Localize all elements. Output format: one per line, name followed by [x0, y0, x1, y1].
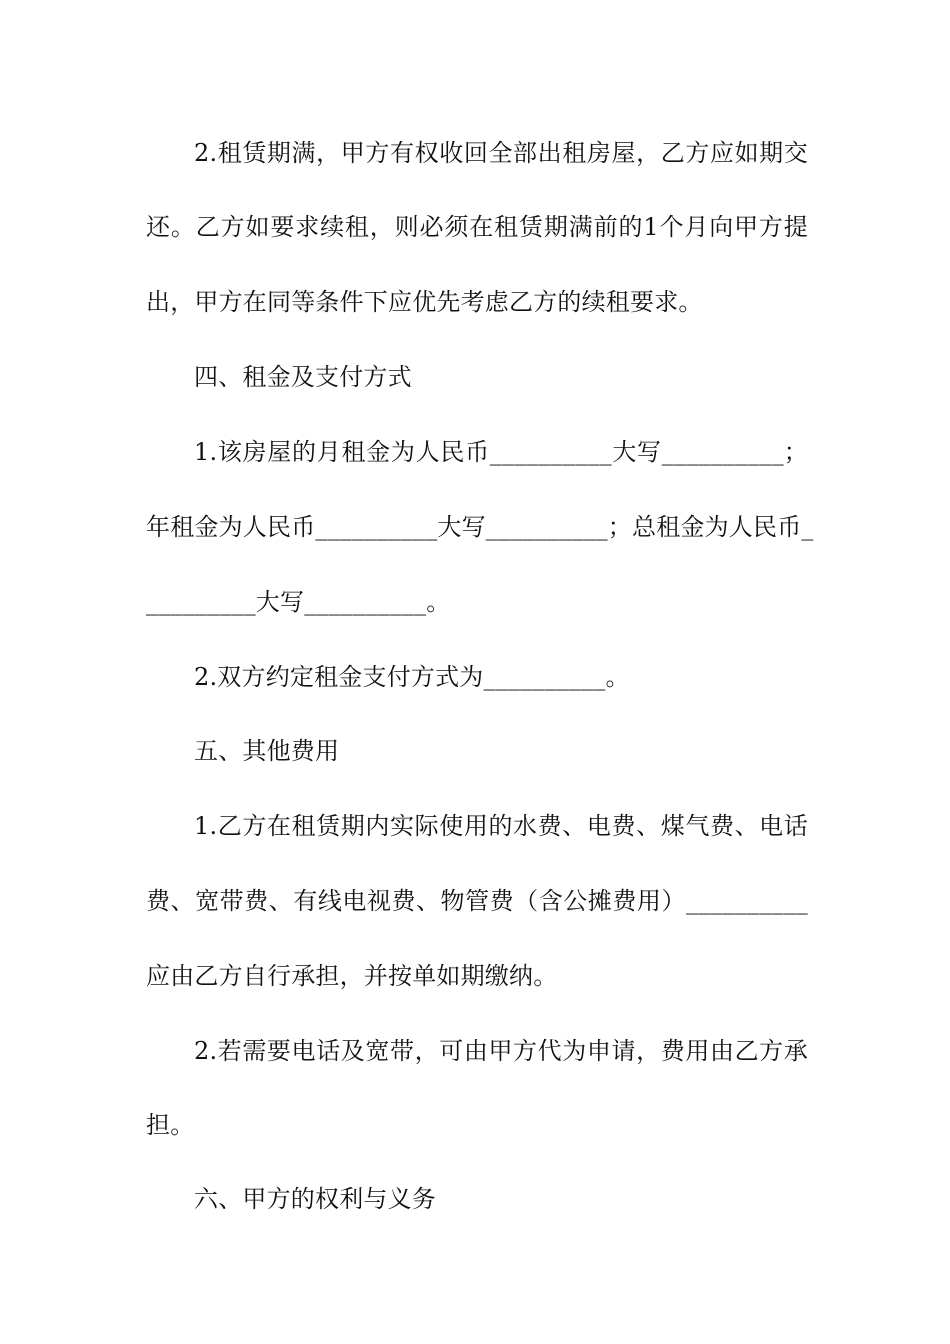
section-heading-party-a-rights: 六、甲方的权利与义务: [194, 1185, 436, 1213]
paragraph-line-payment-method: 2.双方约定租金支付方式为__________。: [194, 663, 630, 691]
paragraph-line-lease-expiry-2: 还。乙方如要求续租，则必须在租赁期满前的1个月向甲方提: [146, 213, 808, 241]
paragraph-line-utilities-3: 应由乙方自行承担，并按单如期缴纳。: [146, 962, 558, 990]
paragraph-line-utilities-1: 1.乙方在租赁期内实际使用的水费、电费、煤气费、电话: [194, 812, 808, 840]
paragraph-line-phone-broadband-2: 担。: [146, 1111, 195, 1139]
paragraph-line-annual-rent: 年租金为人民币__________大写__________；总租金为人民币_: [146, 513, 814, 541]
paragraph-line-monthly-rent: 1.该房屋的月租金为人民币__________大写__________；: [194, 438, 808, 466]
paragraph-line-lease-expiry-1: 2.租赁期满，甲方有权收回全部出租房屋，乙方应如期交: [194, 139, 808, 167]
section-heading-rent-payment: 四、租金及支付方式: [194, 363, 412, 391]
paragraph-line-phone-broadband-1: 2.若需要电话及宽带，可由甲方代为申请，费用由乙方承: [194, 1037, 808, 1065]
section-heading-other-fees: 五、其他费用: [194, 737, 340, 765]
paragraph-line-lease-expiry-3: 出，甲方在同等条件下应优先考虑乙方的续租要求。: [146, 288, 703, 316]
paragraph-line-utilities-2: 费、宽带费、有线电视费、物管费（含公摊费用）__________: [146, 887, 808, 915]
paragraph-line-total-rent: _________大写__________。: [146, 588, 451, 616]
